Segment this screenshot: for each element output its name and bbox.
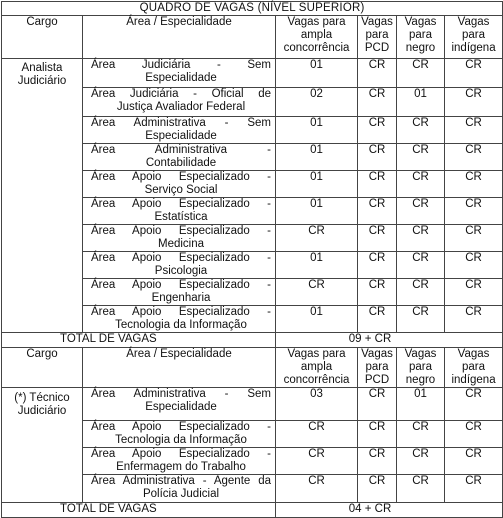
area-cell bbox=[83, 279, 276, 306]
table-title: QUADRO DE VAGAS (NÍVEL SUPERIOR) bbox=[2, 2, 503, 16]
cell-ampla: 01 bbox=[276, 198, 358, 225]
cell-indigena: CR bbox=[445, 448, 503, 475]
cell-negro: 01 bbox=[397, 388, 445, 421]
cell-pcd: CR bbox=[358, 88, 397, 117]
table-row bbox=[2, 59, 503, 88]
cell-ampla: CR bbox=[276, 475, 358, 503]
header-indigena: Vagas para indígena bbox=[445, 16, 503, 59]
area-line-1: Área Administrativa - Sem bbox=[91, 117, 271, 129]
area-line-1: Área Apoio Especializado - bbox=[91, 448, 271, 460]
area-line-2: Enfermagem do Trabalho bbox=[116, 461, 246, 473]
cell-indigena: CR bbox=[445, 117, 503, 144]
cell-ampla: 01 bbox=[276, 306, 358, 333]
cell-ampla: CR bbox=[276, 225, 358, 252]
cell-negro: CR bbox=[397, 144, 445, 171]
area-line-1: Área Apoio Especializado - bbox=[91, 198, 271, 210]
cell-pcd: CR bbox=[358, 388, 397, 421]
cell-indigena: CR bbox=[445, 421, 503, 448]
total-value: 04 + CR bbox=[276, 503, 503, 518]
cell-ampla: 01 bbox=[276, 144, 358, 171]
cell-ampla: 03 bbox=[276, 388, 358, 421]
area-line-2: Contabilidade bbox=[145, 157, 217, 169]
area-line-1: Área Apoio Especializado - bbox=[91, 252, 271, 264]
cell-pcd: CR bbox=[358, 448, 397, 475]
cell-ampla: CR bbox=[276, 448, 358, 475]
header-row bbox=[2, 348, 503, 388]
cell-negro: CR bbox=[397, 171, 445, 198]
area-line-2: Serviço Social bbox=[144, 184, 218, 196]
header-pcd: Vagas para PCD bbox=[358, 16, 397, 59]
cell-indigena: CR bbox=[445, 279, 503, 306]
cell-indigena: CR bbox=[445, 59, 503, 88]
area-cell bbox=[83, 225, 276, 252]
total-label: TOTAL DE VAGAS bbox=[2, 503, 276, 518]
cell-negro: CR bbox=[397, 279, 445, 306]
area-line-2: Especialidade bbox=[145, 72, 217, 84]
cell-pcd: CR bbox=[358, 421, 397, 448]
cell-negro: CR bbox=[397, 421, 445, 448]
area-line-2: Psicologia bbox=[154, 265, 208, 277]
header-row bbox=[2, 16, 503, 59]
area-line-2: Medicina bbox=[157, 238, 205, 250]
cell-pcd: CR bbox=[358, 475, 397, 503]
cell-ampla: 01 bbox=[276, 117, 358, 144]
cell-negro: CR bbox=[397, 475, 445, 503]
cell-pcd: CR bbox=[358, 59, 397, 88]
area-cell bbox=[83, 388, 276, 421]
area-cell bbox=[83, 144, 276, 171]
cell-negro: CR bbox=[397, 448, 445, 475]
area-line-1: Área Judiciária - Oficial de bbox=[91, 88, 271, 100]
cargo-cell: (*) Técnico Judiciário bbox=[2, 388, 83, 503]
cell-pcd: CR bbox=[358, 306, 397, 333]
cell-indigena: CR bbox=[445, 252, 503, 279]
cell-pcd: CR bbox=[358, 198, 397, 225]
total-row bbox=[2, 333, 503, 348]
cell-ampla: CR bbox=[276, 279, 358, 306]
header-indigena: Vagas para indígena bbox=[445, 348, 503, 388]
cell-indigena: CR bbox=[445, 306, 503, 333]
header-cargo: Cargo bbox=[2, 16, 83, 59]
cell-ampla: 01 bbox=[276, 59, 358, 88]
area-line-2: Justiça Avaliador Federal bbox=[116, 101, 246, 113]
cell-pcd: CR bbox=[358, 225, 397, 252]
area-cell bbox=[83, 306, 276, 333]
table-title-row bbox=[2, 2, 503, 16]
header-ampla: Vagas para ampla concorrência bbox=[276, 16, 358, 59]
area-cell bbox=[83, 252, 276, 279]
area-cell bbox=[83, 421, 276, 448]
header-ampla: Vagas para ampla concorrência bbox=[276, 348, 358, 388]
area-line-2: Especialidade bbox=[145, 130, 217, 142]
area-line-1: Área Administrativa - bbox=[91, 144, 271, 156]
area-cell bbox=[83, 475, 276, 503]
cell-pcd: CR bbox=[358, 144, 397, 171]
cell-negro: CR bbox=[397, 59, 445, 88]
area-line-1: Área Apoio Especializado - bbox=[91, 306, 271, 318]
area-cell bbox=[83, 88, 276, 117]
area-line-2: Polícia Judicial bbox=[142, 488, 220, 500]
cell-indigena: CR bbox=[445, 144, 503, 171]
area-line-1: Área Judiciária - Sem bbox=[91, 59, 271, 71]
cell-pcd: CR bbox=[358, 279, 397, 306]
area-line-1: Área Apoio Especializado - bbox=[91, 421, 271, 433]
cell-indigena: CR bbox=[445, 225, 503, 252]
vacancy-table bbox=[1, 1, 503, 518]
cell-pcd: CR bbox=[358, 117, 397, 144]
cell-pcd: CR bbox=[358, 252, 397, 279]
total-row bbox=[2, 503, 503, 518]
table-row bbox=[2, 388, 503, 421]
cell-pcd: CR bbox=[358, 171, 397, 198]
total-label: TOTAL DE VAGAS bbox=[2, 333, 276, 348]
cargo-cell: Analista Judiciário bbox=[2, 59, 83, 333]
cell-ampla: 01 bbox=[276, 252, 358, 279]
cell-negro: CR bbox=[397, 117, 445, 144]
cell-ampla: 02 bbox=[276, 88, 358, 117]
area-line-1: Área Apoio Especializado - bbox=[91, 171, 271, 183]
area-line-2: Tecnologia da Informação bbox=[115, 319, 247, 331]
cell-ampla: CR bbox=[276, 421, 358, 448]
area-line-1: Área Apoio Especializado - bbox=[91, 225, 271, 237]
area-cell bbox=[83, 59, 276, 88]
cell-indigena: CR bbox=[445, 171, 503, 198]
header-pcd: Vagas para PCD bbox=[358, 348, 397, 388]
cell-negro: CR bbox=[397, 306, 445, 333]
header-negro: Vagas para negro bbox=[397, 348, 445, 388]
cell-negro: CR bbox=[397, 198, 445, 225]
cell-indigena: CR bbox=[445, 198, 503, 225]
area-cell bbox=[83, 448, 276, 475]
cell-ampla: 01 bbox=[276, 171, 358, 198]
area-line-1: Área Administrativa - Agente da bbox=[91, 475, 271, 487]
header-area: Área / Especialidade bbox=[83, 16, 276, 59]
area-line-1: Área Apoio Especializado - bbox=[91, 279, 271, 291]
area-line-2: Estatística bbox=[154, 211, 208, 223]
cell-negro: CR bbox=[397, 225, 445, 252]
cell-indigena: CR bbox=[445, 475, 503, 503]
header-negro: Vagas para negro bbox=[397, 16, 445, 59]
total-value: 09 + CR bbox=[276, 333, 503, 348]
area-cell bbox=[83, 171, 276, 198]
header-cargo: Cargo bbox=[2, 348, 83, 388]
area-line-2: Tecnologia da Informação bbox=[115, 434, 247, 446]
cell-negro: CR bbox=[397, 252, 445, 279]
cell-indigena: CR bbox=[445, 388, 503, 421]
cell-negro: 01 bbox=[397, 88, 445, 117]
area-line-2: Engenharia bbox=[151, 292, 211, 304]
cell-indigena: CR bbox=[445, 88, 503, 117]
area-line-2: Especialidade bbox=[145, 401, 217, 413]
area-cell bbox=[83, 198, 276, 225]
area-cell bbox=[83, 117, 276, 144]
area-line-1: Área Administrativa - Sem bbox=[91, 388, 271, 400]
header-area: Área / Especialidade bbox=[83, 348, 276, 388]
